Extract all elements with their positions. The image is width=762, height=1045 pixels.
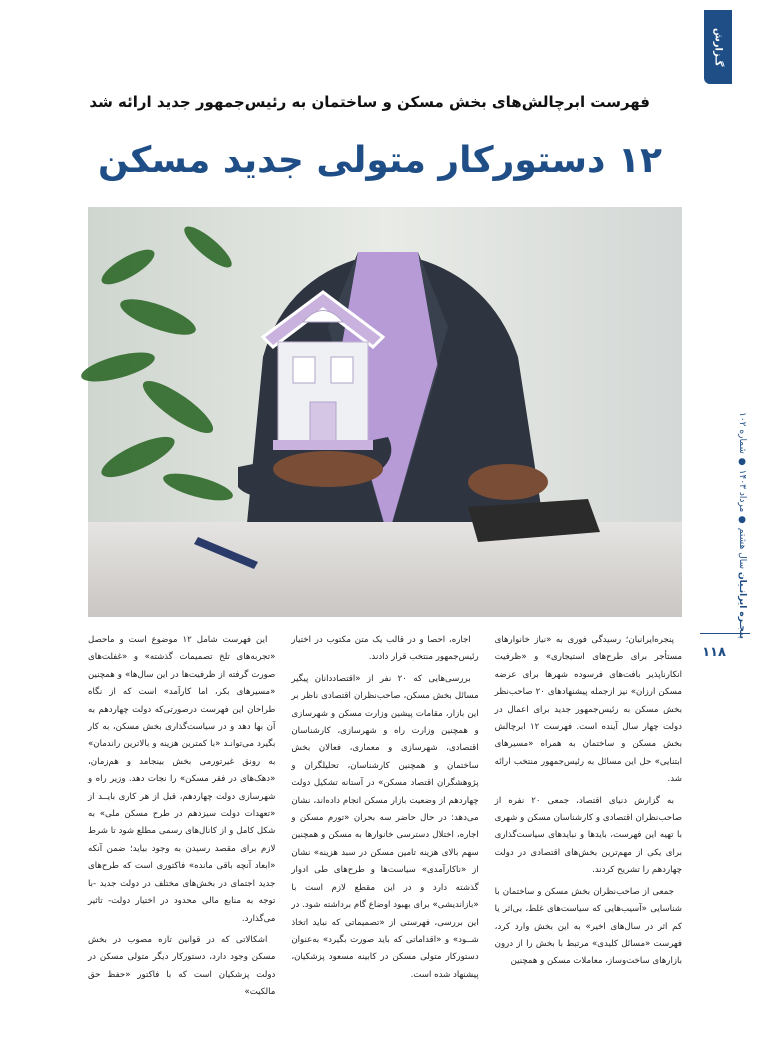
column-1 (494, 632, 682, 967)
section-tab-label: گـزارش (712, 27, 724, 67)
paragraph: این فهرست شامل ۱۲ موضوع است و ماحصل «تجربه‌های تلخ تصمیمات گذشته» و «غفلت‌های صورت گرفته از ظرفیت‌ها در این سال‌ها» و همچنین «مسیرهای بکر، اما کارآمد» است که از نگاه طراحان این فهرست درصورتی‌که دولت چهاردهم به آن بها دهد و در سیاست‌گذاری بخش مسکن، به کار بگیرد می‌توانـد «با کمترین هزینه و بالاترین راندمان» به رونق غیرتورمی بخش بینجامد و هم‌زمان، «دهک‌های در فقر مسکن» را نجات دهد. وزیر راه و شهرسازی دولت چهاردهم، قبل از هر کاری بایــد از «تعهدات دولت سیزدهم در طرح مسکن ملی» به شکل کامل و از کانال‌های رسمی مطلع شود تا شرط لازم برای مقصد رسیدن به وجود بیاید؛ ضمن آنکه «ابعاد آنچه باقی مانده» فاکتوری است که طرح‌های جدید اجتمای در بخش‌های مختلف در دولت جدید -با توجه به منابع مالی محدود در اختیار دولت- تاثیر می‌گذارد. (88, 635, 276, 924)
paragraph: اجاره، احصا و در قالب یک متن مکتوب در اختیار رئیس‌جمهور منتخب قرار دادند. (291, 635, 479, 663)
paragraph: به گزارش دنیای اقتصاد، جمعی ۲۰ نفره از صاحب‌نظران اقتصادی و کارشناسان مسکن و شهری با تهیه این فهرست، بایدها و نبایدهای سیاست‌گذاری برای یکی از مهم‌ترین بخش‌های اقتصادی در دولت چهاردهم را تشریح کردند. (494, 795, 682, 876)
column-2 (291, 632, 479, 980)
article-headline: ۱۲ دستورکار متولی جدید مسکن (98, 140, 662, 181)
issue-details: سال هشتم ● مرداد ۱۴۰۳ ● شماره ۱۰۲ (737, 411, 747, 569)
paragraph: پنجره‌ایرانیان؛ رسیدگی فوری به «نیاز خانوارهای مستأجر برای طرح‌های استیجاری» و «ظرفیت انکارناپذیر بافت‌های فرسوده شهرها برای عرضه مسکن ارزان» نیز ازجمله پیشنهادهای ۲۰ صاحب‌نظر بخش مسکن به رئیس‌جمهور جدید برای اعمال در دولت چهار سال آینده است. فهرست ۱۲ ابرچالش بخش مسکن و ساختمان به همراه «مسیرهای ابتنایی» حل این مسائل به رئیس‌جمهور منتخب ارائه شد. (494, 635, 682, 785)
paragraph: بررسی‌هایی که ۲۰ نفر از «اقتصاددانان پیگیر مسائل بخش مسکن، صاحب‌نظران اقتصادی ناظر بر این بازار، مقامات پیشین وزارت مسکن و شهرسازی و همچنین وزارت راه و شهرسازی، کارشناسان اقتصادی، شهرسازی و معماری، فعالان بخش ساختمان و همچنین کارشناسان، تحلیلگران و پژوهشگران اقتصاد مسکن» در آستانه تشکیل دولت چهاردهم از وضعیت بازار مسکن انجام داده‌اند، نشان می‌دهد: در حال حاضر سه بحران «تورم مسکن و اجاره، اختلال دسترسی خانوارها به مسکن و همچنین سهم بالای هزینه تامین مسکن در سبد هزینه» نشان از «ناکارآمدی» سیاست‌ها و طرح‌های طی ادوار گذشته دارد و در این مقطع لازم است با «بازاندیشی» برای بهبود اوضاع گام برداشته شود. در این بررسی، فهرستی از «تصمیماتی که نباید اتخاذ شــود» و «اقداماتی که باید صورت بگیرد» به‌عنوان دستورکار متولی مسکن در کابینه مسعود پزشکیان، پیشنهاد شده است. (291, 673, 479, 980)
paragraph: جمعی از صاحب‌نظران بخش مسکن و ساختمان با شناسایی «آسیب‌هایی که سیاست‌های غلط، بی‌اثر یا کم اثر در سال‌های اخیر» به این بخش وارد کرد، فهرست «مسائل کلیدی» مرتبط با بخش را از درون بازارهای ساخت‌وساز، معاملات مسکن و همچنین (494, 886, 682, 967)
page-number: ۱۱۸ (702, 645, 726, 660)
side-strip-text (737, 412, 747, 639)
article-supertitle: فهرست ابرچالش‌های بخش مسکن و ساختمان به رئیس‌جمهور جدید ارائه شد (89, 93, 650, 111)
paragraph: اشکالاتی که در قوانین تازه مصوب در بخش مسکن وجود دارد، دستورکار دیگر متولی مسکن در دولت پزشکیان است که با فاکتور «حفظ حق مالکیت» (88, 934, 276, 998)
column-3 (88, 632, 276, 998)
section-tab (704, 10, 732, 84)
magazine-side-strip (722, 411, 762, 639)
magazine-name: پنجـره ایرانـیان (737, 571, 747, 639)
article-photo (88, 207, 682, 617)
article-columns (88, 632, 682, 998)
